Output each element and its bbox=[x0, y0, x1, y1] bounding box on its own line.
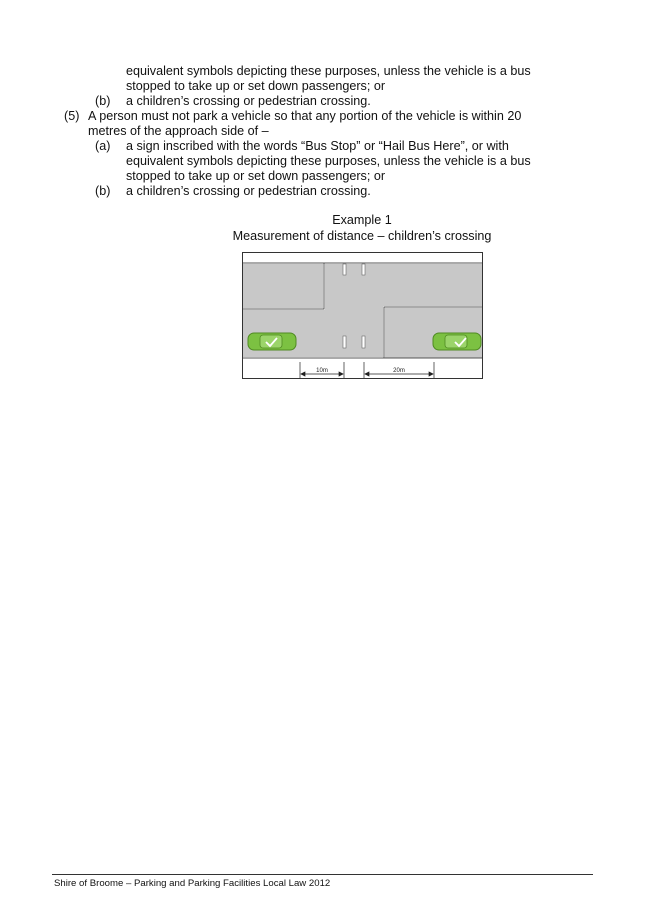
example-caption: Measurement of distance – children’s crossing bbox=[232, 229, 492, 243]
continued-line-1: equivalent symbols depicting these purposes, unless the vehicle is a bus bbox=[126, 64, 531, 78]
example-title: Example 1 bbox=[332, 213, 392, 227]
dimension-left-label: 10m bbox=[316, 368, 328, 374]
footer-divider bbox=[52, 874, 593, 875]
car-left bbox=[248, 333, 296, 350]
crossing-diagram bbox=[242, 252, 484, 380]
clause-5-item-a-line-3: stopped to take up or set down passengers; or bbox=[126, 169, 386, 183]
clause-5-item-a-label: (a) bbox=[95, 139, 111, 153]
footpath-bottom bbox=[243, 359, 482, 378]
dimension-right-label: 20m bbox=[393, 368, 405, 374]
clause-5-number: (5) bbox=[64, 109, 80, 123]
crossing-post-bottom-2 bbox=[362, 336, 365, 348]
continued-line-2: stopped to take up or set down passengers; or bbox=[126, 79, 386, 93]
crossing-post-top-1 bbox=[343, 264, 346, 275]
crossing-post-top-2 bbox=[362, 264, 365, 275]
continued-item-b-text: a children’s crossing or pedestrian crossing. bbox=[126, 94, 371, 108]
crossing-post-bottom-1 bbox=[343, 336, 346, 348]
clause-5-item-a-line-2: equivalent symbols depicting these purposes, unless the vehicle is a bus bbox=[126, 154, 531, 168]
clause-5-item-b-text: a children’s crossing or pedestrian crossing. bbox=[126, 184, 371, 198]
clause-5-line-1: A person must not park a vehicle so that any portion of the vehicle is within 20 bbox=[88, 109, 522, 123]
footpath-top-left bbox=[243, 263, 324, 309]
clause-5-line-2: metres of the approach side of – bbox=[88, 124, 269, 138]
footer-text: Shire of Broome – Parking and Parking Facilities Local Law 2012 bbox=[54, 878, 331, 889]
car-right bbox=[433, 333, 481, 350]
clause-5-item-a-line-1: a sign inscribed with the words “Bus Stop” or “Hail Bus Here”, or with bbox=[126, 139, 509, 153]
continued-item-b-label: (b) bbox=[95, 94, 111, 108]
clause-5-item-b-label: (b) bbox=[95, 184, 111, 198]
